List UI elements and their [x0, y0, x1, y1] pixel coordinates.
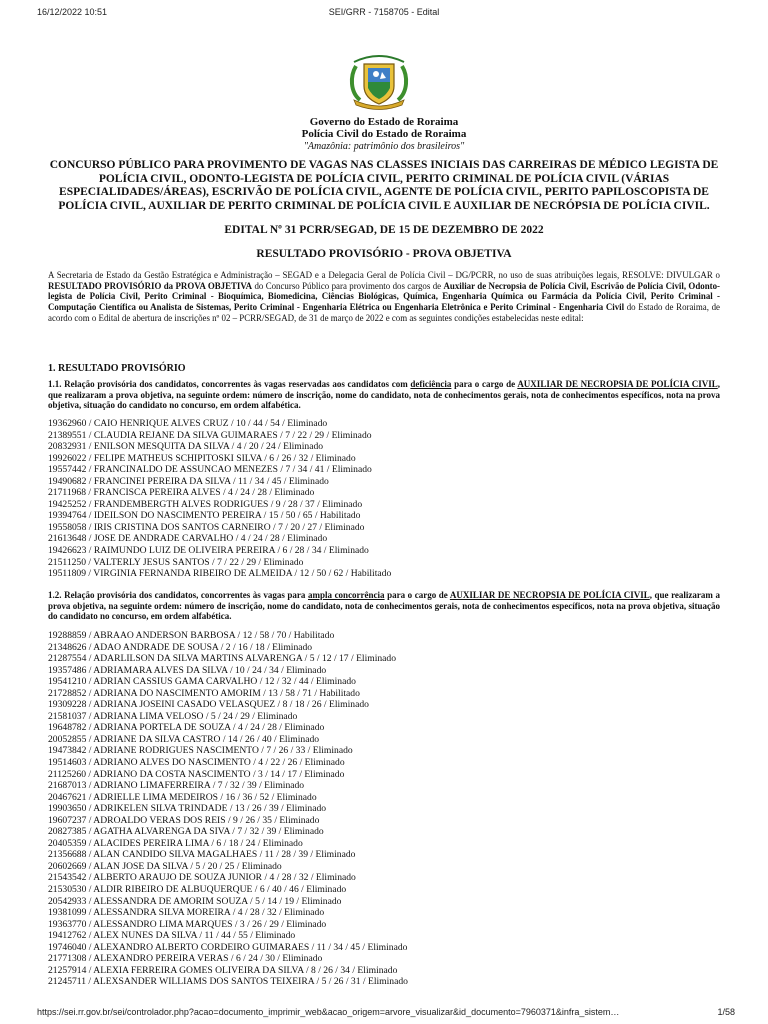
list-item: 21543542 / ALBERTO ARAUJO DE SOUZA JUNIOR / 4 / 28 / 32 / Eliminado [48, 872, 356, 884]
intro-bold-1: RESULTADO PROVISÓRIO da PROVA OBJETIVA [48, 280, 253, 291]
list-item: 20832931 / ENILSON MESQUITA DA SILVA / 4 / 20 / 24 / Eliminado [48, 441, 324, 453]
org-line-policia: Polícia Civil do Estado de Roraima [301, 128, 467, 140]
list-item: 21257914 / ALEXIA FERREIRA GOMES OLIVEIRA DA SILVA / 8 / 26 / 34 / Eliminado [48, 964, 398, 976]
list-item: 21771308 / ALEXANDRO PEREIRA VERAS / 6 / 24 / 30 / Eliminado [48, 953, 323, 965]
list-item: 19541210 / ADRIAN CASSIUS GAMA CARVALHO / 12 / 32 / 44 / Eliminado [48, 676, 356, 688]
list-item: 19473842 / ADRIANE RODRIGUES NASCIMENTO / 7 / 26 / 33 / Eliminado [48, 745, 353, 757]
intro-paragraph [48, 270, 720, 324]
sub2-text-a: 1.2. Relação provisória dos candidatos, concorrentes às vagas para [48, 590, 308, 600]
sub1-text-a: 1.1. Relação provisória dos candidatos, concorrentes às vagas reservadas aos candidatos com [48, 379, 411, 389]
candidate-list-ampla [48, 630, 728, 988]
subsection-1-1 [48, 379, 720, 411]
sub2-text-b: para o cargo de [384, 590, 450, 600]
list-item: 20542933 / ALESSANDRA DE AMORIM SOUZA / 5 / 14 / 19 / Eliminado [48, 895, 342, 907]
list-item: 21245711 / ALEXSANDER WILLIAMS DOS SANTOS TEIXEIRA / 5 / 26 / 31 / Eliminado [48, 976, 408, 988]
print-datetime: 16/12/2022 10:51 [37, 7, 108, 17]
list-item: 20467621 / ADRIELLE LIMA MEDEIROS / 16 / 36 / 52 / Eliminado [48, 791, 317, 803]
list-item: 20827385 / AGATHA ALVARENGA DA SIVA / 7 / 32 / 39 / Eliminado [48, 826, 324, 838]
print-header [0, 0, 768, 22]
list-item: 20405359 / ALACIDES PEREIRA LIMA / 6 / 18 / 24 / Eliminado [48, 837, 303, 849]
list-item: 19903650 / ADRIKELEN SILVA TRINDADE / 13 / 26 / 39 / Eliminado [48, 803, 327, 815]
intro-text-2: do Concurso Público para provimento dos cargos de [252, 280, 444, 291]
list-item: 19425252 / FRANDEMBERGTH ALVES RODRIGUES / 9 / 28 / 37 / Eliminado [48, 498, 363, 510]
candidate-list-deficiencia [48, 418, 728, 580]
list-item: 21356688 / ALAN CANDIDO SILVA MAGALHAES / 11 / 28 / 39 / Eliminado [48, 849, 356, 861]
list-item: 20052855 / ADRIANE DA SILVA CASTRO / 14 / 26 / 40 / Eliminado [48, 733, 320, 745]
list-item: 19607237 / ADROALDO VERAS DOS REIS / 9 / 26 / 35 / Eliminado [48, 814, 320, 826]
motto: "Amazônia: patrimônio dos brasileiros" [303, 141, 465, 152]
list-item: 19381099 / ALESSANDRA SILVA MOREIRA / 4 / 28 / 32 / Eliminado [48, 907, 325, 919]
sub2-underline-2: AUXILIAR DE NECROPSIA DE POLÍCIA CIVIL [449, 590, 650, 600]
list-item: 19511809 / VIRGINIA FERNANDA RIBEIRO DE ALMEIDA / 12 / 50 / 62 / Habilitado [48, 568, 392, 580]
list-item: 21687013 / ADRIANO LIMAFERREIRA / 7 / 32 / 39 / Eliminado [48, 780, 305, 792]
sub2-text-c: , que realizaram a prova objetiva, na seguinte ordem: número de inscrição, nome do candidato, nota de conhecimentos gerais, nota de conhecimentos específicos, nota na prova objetiva, situação do candidato no concurso, em ordem alfabética. [48, 590, 720, 622]
list-item: 19309228 / ADRIANA JOSEINI CASADO VELASQUEZ / 8 / 18 / 26 / Eliminado [48, 699, 369, 711]
list-item: 19746040 / ALEXANDRO ALBERTO CORDEIRO GUIMARAES / 11 / 34 / 45 / Eliminado [48, 941, 408, 953]
list-item: 19490682 / FRANCINEI PEREIRA DA SILVA / 11 / 34 / 45 / Eliminado [48, 475, 329, 487]
list-item: 20602669 / ALAN JOSE DA SILVA / 5 / 20 / 25 / Eliminado [48, 860, 282, 872]
list-item: 19558058 / IRIS CRISTINA DOS SANTOS CARNEIRO / 7 / 20 / 27 / Eliminado [48, 521, 365, 533]
sub1-text-c: , que realizaram a prova objetiva, na seguinte ordem: número de inscrição, nome do candidato, nota de conhecimentos gerais, nota de conhecimentos específicos, nota na prova objetiva, situação do candidato no concurso, em ordem alfabética. [48, 379, 720, 411]
list-item: 21581037 / ADRIANA LIMA VELOSO / 5 / 24 / 29 / Eliminado [48, 710, 298, 722]
list-item: 19926022 / FELIPE MATHEUS SCHIPITOSKI SILVA / 6 / 26 / 32 / Eliminado [48, 452, 356, 464]
list-item: 21348626 / ADAO ANDRADE DE SOUSA / 2 / 16 / 18 / Eliminado [48, 641, 313, 653]
list-item: 21530530 / ALDIR RIBEIRO DE ALBUQUERQUE / 6 / 40 / 46 / Eliminado [48, 884, 347, 896]
list-item: 21613648 / JOSE DE ANDRADE CARVALHO / 4 / 24 / 28 / Eliminado [48, 533, 328, 545]
section-heading: 1. RESULTADO PROVISÓRIO [48, 363, 186, 374]
intro-text-3: do Estado de Roraima, de acordo com o Edital de abertura de inscrições nº 02 – PCRR/SEGAD, de 31 de março de 2022 e com as seguintes condições estabelecidas neste edital: [48, 302, 720, 323]
sub1-text-b: para o cargo de [451, 379, 518, 389]
list-item: 21125260 / ADRIANO DA COSTA NASCIMENTO / 3 / 14 / 17 / Eliminado [48, 768, 345, 780]
sub1-underline-2: AUXILIAR DE NECROPSIA DE POLÍCIA CIVIL [517, 379, 718, 389]
intro-bold-2: Auxiliar de Necropsia de Polícia Civil, Escrivão de Polícia Civil, Odonto-legista de Polícia Civil, Perito Criminal - Bioquímica, Biomedicina, Ciências Biológicas, Química, Engenharia Química ou Farmácia da Polícia Civil, Perito Criminal - Computação Científica ou Analista de Sistemas, Perito Criminal - Engenharia Elétrica ou Engenharia Eletrônica e Perito Criminal - Engenharia Civil [48, 280, 720, 313]
list-item: 19357486 / ADRIAMARA ALVES DA SILVA / 10 / 24 / 34 / Eliminado [48, 664, 327, 676]
list-item: 19412762 / ALEX NUNES DA SILVA / 11 / 44 / 55 / Eliminado [48, 930, 296, 942]
subsection-1-2 [48, 590, 720, 622]
result-heading: RESULTADO PROVISÓRIO - PROVA OBJETIVA [256, 248, 512, 260]
state-emblem-icon [346, 52, 412, 112]
sub2-underline-1: ampla concorrência [308, 590, 385, 600]
list-item: 21511250 / VALTERLY JESUS SANTOS / 7 / 22 / 29 / Eliminado [48, 556, 304, 568]
list-item: 19394764 / IDEILSON DO NASCIMENTO PEREIRA / 15 / 50 / 65 / Habilitado [48, 510, 361, 522]
page-number: 1/58 [717, 1007, 735, 1017]
list-item: 19362960 / CAIO HENRIQUE ALVES CRUZ / 10 / 44 / 54 / Eliminado [48, 418, 328, 429]
print-footer [0, 1004, 768, 1024]
list-item: 21711968 / FRANCISCA PEREIRA ALVES / 4 / 24 / 28 / Eliminado [48, 487, 315, 499]
list-item: 21389551 / CLAUDIA REJANE DA SILVA GUIMARAES / 7 / 22 / 29 / Eliminado [48, 429, 372, 441]
list-item: 19557442 / FRANCINALDO DE ASSUNCAO MENEZES / 7 / 34 / 41 / Eliminado [48, 464, 372, 476]
list-item: 21728852 / ADRIANA DO NASCIMENTO AMORIM / 13 / 58 / 71 / Habilitado [48, 687, 360, 699]
list-item: 19514603 / ADRIANO ALVES DO NASCIMENTO / 4 / 22 / 26 / Eliminado [48, 757, 345, 769]
list-item: 19426623 / RAIMUNDO LUIZ DE OLIVEIRA PEREIRA / 6 / 28 / 34 / Eliminado [48, 545, 369, 557]
print-title: SEI/GRR - 7158705 - Edital [328, 7, 440, 17]
intro-text-1: A Secretaria de Estado da Gestão Estratégica e Administração – SEGAD e a Delegacia Geral de Polícia Civil – DG/PCRR, no uso de suas atribuições legais, RESOLVE: DIVULGAR o [48, 270, 720, 280]
print-url: https://sei.rr.gov.br/sei/controlador.php?acao=documento_imprimir_web&acao_origem=arvore_visualizar&id_documento=7960371&infra_sistem… [37, 1007, 620, 1017]
list-item: 19363770 / ALESSANDRO LIMA MARQUES / 3 / 26 / 29 / Eliminado [48, 918, 327, 930]
document-title: CONCURSO PÚBLICO PARA PROVIMENTO DE VAGAS NAS CLASSES INICIAIS DAS CARREIRAS DE MÉDICO LEGISTA DE POLÍCIA CIVIL, ODONTO-LEGISTA DE POLÍCIA CIVIL, PERITO CRIMINAL DE POLÍCIA CIVIL (VÁRIAS ESPECIALIDADES/ÁREAS), ESCRIVÃO DE POLÍCIA CIVIL, AGENTE DE POLÍCIA CIVIL, PERITO PAPILOSCOPISTA DE POLÍCIA CIVIL, AUXILIAR DE PERITO CRIMINAL DE POLÍCIA CIVIL E AUXILIAR DE NECRÓPSIA DE POLÍCIA CIVIL. [49, 159, 719, 212]
edital-number: EDITAL Nº 31 PCRR/SEGAD, DE 15 DE DEZEMBRO DE 2022 [224, 224, 544, 236]
list-item: 19288859 / ABRAAO ANDERSON BARBOSA / 12 / 58 / 70 / Habilitado [48, 630, 335, 641]
list-item: 19648782 / ADRIANA PORTELA DE SOUZA / 4 / 24 / 28 / Eliminado [48, 722, 325, 734]
sub1-underline-1: deficiência [410, 379, 452, 389]
org-line-governo: Governo do Estado de Roraima [309, 116, 459, 128]
list-item: 21287554 / ADARLILSON DA SILVA MARTINS ALVARENGA / 5 / 12 / 17 / Eliminado [48, 653, 397, 665]
